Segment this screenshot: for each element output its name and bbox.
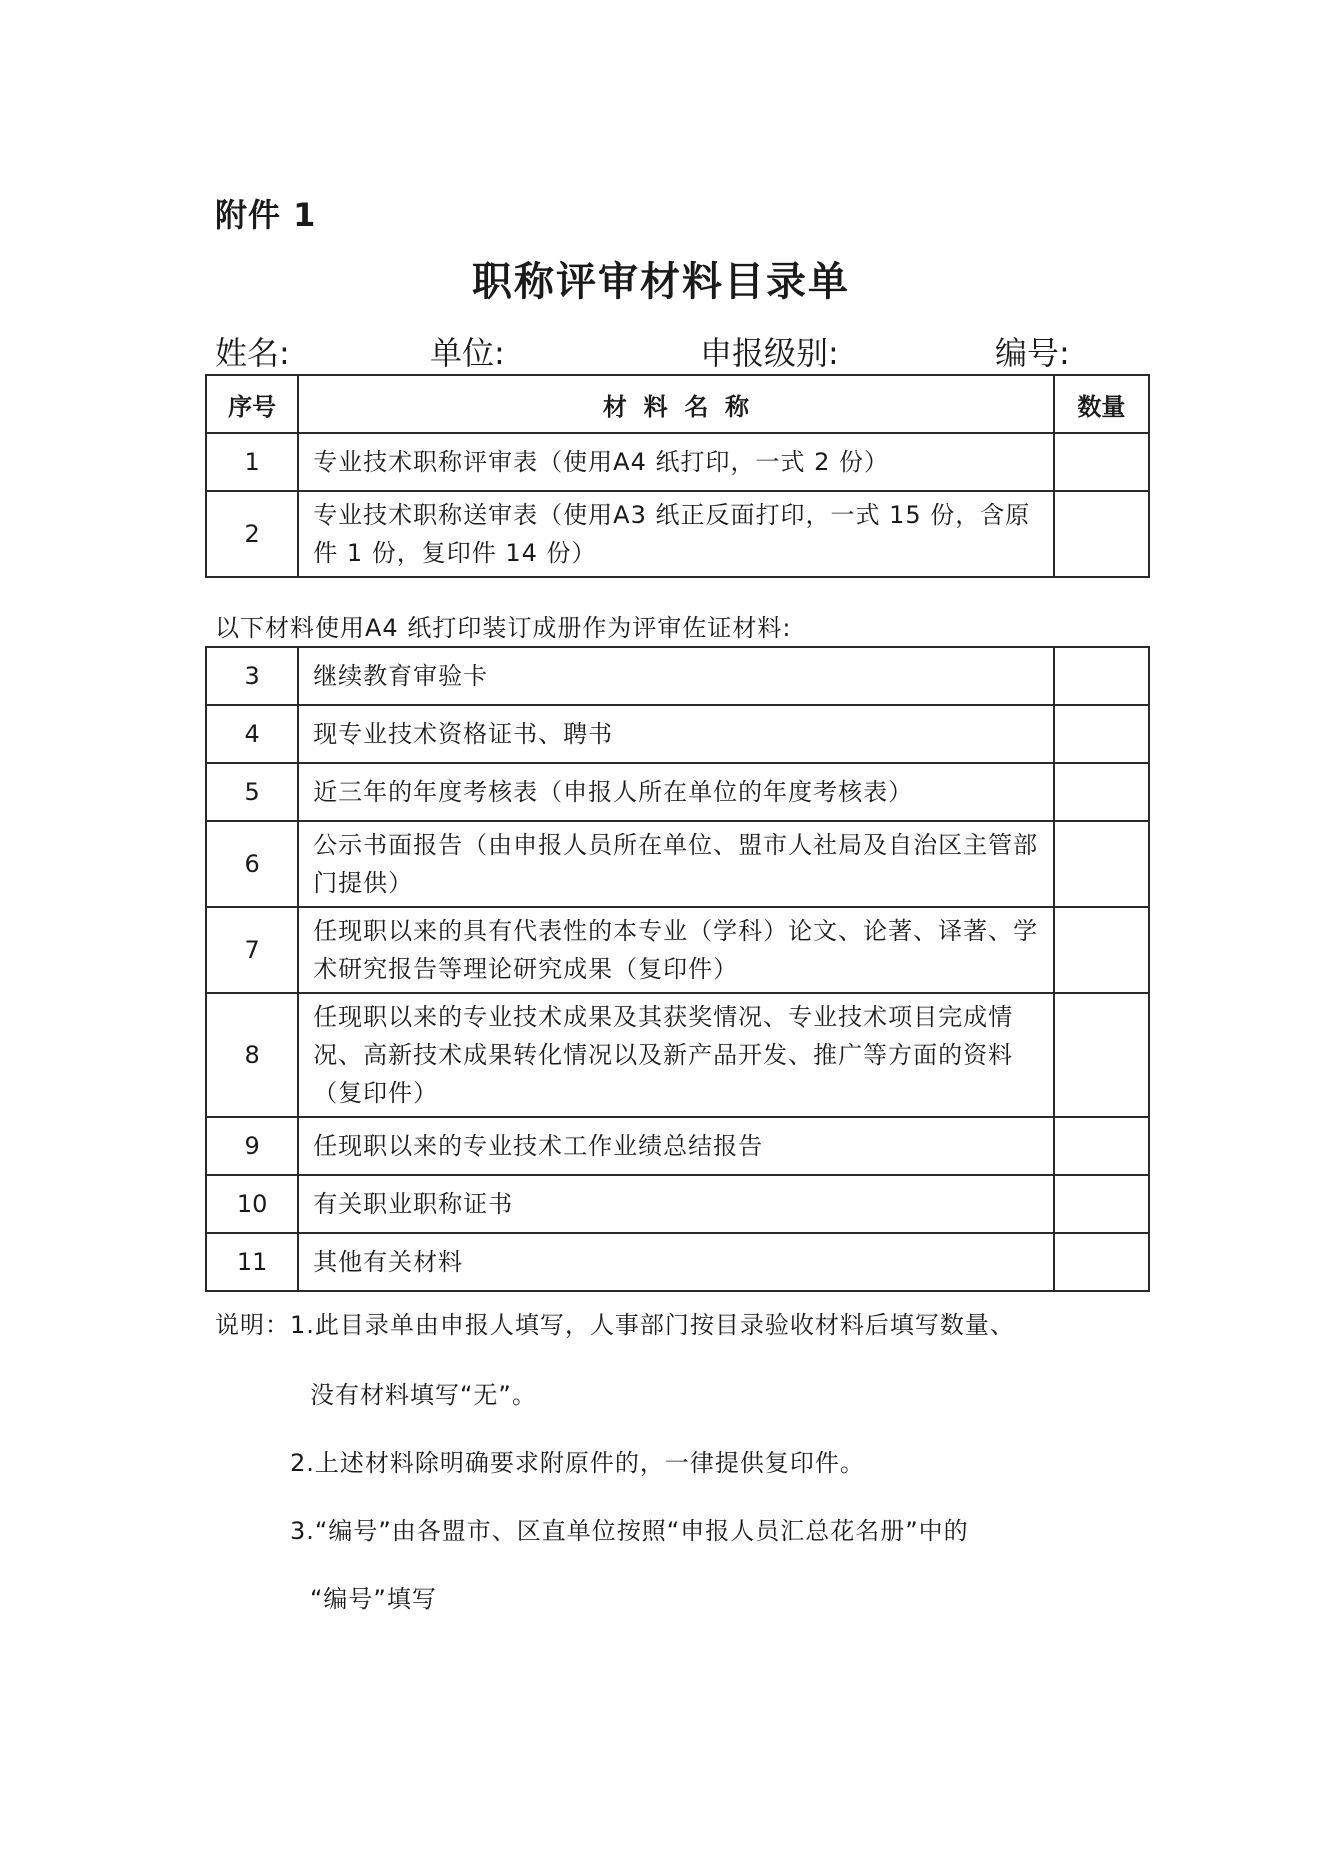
note-line-2: 没有材料填写“无”。	[310, 1381, 537, 1409]
row-qty	[1054, 1175, 1149, 1233]
row-name: 专业技术职称评审表（使用A4 纸打印，一式 2 份）	[298, 433, 1054, 491]
row-name: 有关职业职称证书	[298, 1175, 1054, 1233]
row-no: 3	[206, 647, 298, 705]
applicant-info-row	[215, 328, 1155, 372]
row-name: 公示书面报告（由申报人员所在单位、盟市人社局及自治区主管部门提供）	[298, 821, 1054, 907]
table-row	[206, 491, 1149, 577]
level-label: 申报级别:	[700, 334, 839, 372]
header-no: 序号	[206, 375, 298, 433]
document-title: 职称评审材料目录单	[472, 258, 850, 305]
row-no: 2	[206, 491, 298, 577]
table-row	[206, 821, 1149, 907]
header-qty: 数量	[1054, 375, 1149, 433]
note-line-5: “编号”填写	[310, 1585, 437, 1613]
row-no: 8	[206, 993, 298, 1117]
unit-label: 单位:	[430, 334, 505, 372]
row-name: 任现职以来的具有代表性的本专业（学科）论文、论著、译著、学术研究报告等理论研究成果（复印件）	[298, 907, 1054, 993]
row-no: 6	[206, 821, 298, 907]
table-row	[206, 647, 1149, 705]
attachment-label: 附件 1	[215, 196, 317, 234]
row-name: 任现职以来的专业技术成果及其获奖情况、专业技术项目完成情况、高新技术成果转化情况以及新产品开发、推广等方面的资料（复印件）	[298, 993, 1054, 1117]
row-no: 4	[206, 705, 298, 763]
row-name: 现专业技术资格证书、聘书	[298, 705, 1054, 763]
row-qty	[1054, 647, 1149, 705]
table-row	[206, 1175, 1149, 1233]
table-row	[206, 763, 1149, 821]
row-name: 近三年的年度考核表（申报人所在单位的年度考核表）	[298, 763, 1054, 821]
row-qty	[1054, 705, 1149, 763]
row-qty	[1054, 993, 1149, 1117]
row-name: 专业技术职称送审表（使用A3 纸正反面打印，一式 15 份，含原件 1 份，复印件 14 份）	[298, 491, 1054, 577]
row-name: 继续教育审验卡	[298, 647, 1054, 705]
row-no: 10	[206, 1175, 298, 1233]
table-row	[206, 1233, 1149, 1291]
row-qty	[1054, 491, 1149, 577]
row-no: 5	[206, 763, 298, 821]
row-qty	[1054, 433, 1149, 491]
table-row	[206, 993, 1149, 1117]
number-label: 编号:	[995, 334, 1070, 372]
materials-table-primary	[205, 374, 1150, 578]
row-name: 其他有关材料	[298, 1233, 1054, 1291]
row-qty	[1054, 907, 1149, 993]
table-row	[206, 705, 1149, 763]
row-no: 1	[206, 433, 298, 491]
header-name: 材 料 名 称	[298, 375, 1054, 433]
table-row	[206, 907, 1149, 993]
row-qty	[1054, 1233, 1149, 1291]
row-qty	[1054, 763, 1149, 821]
note-line-1: 说明：1.此目录单由申报人填写，人事部门按目录验收材料后填写数量、	[215, 1311, 1015, 1339]
note-line-4: 3.“编号”由各盟市、区直单位按照“申报人员汇总花名册”中的	[290, 1517, 969, 1545]
table-header-row	[206, 375, 1149, 433]
row-qty	[1054, 1117, 1149, 1175]
note-line-3: 2.上述材料除明确要求附原件的，一律提供复印件。	[290, 1449, 865, 1477]
materials-table-supporting	[205, 646, 1150, 1292]
table-row	[206, 433, 1149, 491]
name-label: 姓名:	[215, 334, 290, 372]
row-no: 11	[206, 1233, 298, 1291]
row-no: 7	[206, 907, 298, 993]
row-no: 9	[206, 1117, 298, 1175]
row-qty	[1054, 821, 1149, 907]
supporting-materials-note: 以下材料使用A4 纸打印装订成册作为评审佐证材料:	[215, 614, 792, 642]
table-row	[206, 1117, 1149, 1175]
row-name: 任现职以来的专业技术工作业绩总结报告	[298, 1117, 1054, 1175]
